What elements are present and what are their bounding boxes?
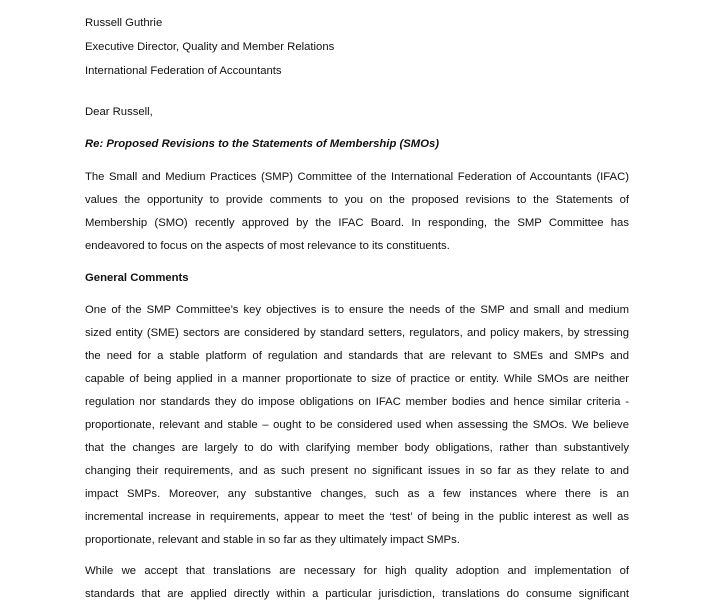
paragraph-line: sized entity (SME) sectors are considered by standard setters, regulators, and policy makers, by stressing xyxy=(85,327,629,339)
paragraph-line: endeavored to focus on the aspects of most relevance to its constituents. xyxy=(85,240,450,252)
paragraph-line: proportionate, relevant and stable – ought to be considered used when assessing the SMOs. We believe xyxy=(85,419,629,431)
translation-paragraph xyxy=(85,560,629,606)
paragraph-line: Membership (SMO) recently approved by the IFAC Board. In responding, the SMP Committee has xyxy=(85,217,629,229)
paragraph-line: capable of being applied in a manner proportionate to size of practice or entity. While SMOs are neither xyxy=(85,373,629,385)
letter-page xyxy=(85,0,629,606)
paragraph-line: regulation nor standards they do impose obligations on IFAC member bodies and hence similar criteria - xyxy=(85,396,629,408)
recipient-title: Executive Director, Quality and Member Relations xyxy=(85,41,335,53)
paragraph-line: impact SMPs. Moreover, any substantive changes, such as a few instances where there is an xyxy=(85,488,629,500)
paragraph-line: proportionate, relevant and stable in so far as they ultimately impact SMPs. xyxy=(85,534,460,546)
recipient-name: Russell Guthrie xyxy=(85,17,163,29)
paragraph-line: incremental increase in requirements, appear to meet the ‘test’ of being in the public interest as well as xyxy=(85,511,629,523)
recipient-organization: International Federation of Accountants xyxy=(85,65,282,77)
paragraph-line: changing their requirements, and as such present no significant issues in so far as they relate to and xyxy=(85,465,629,477)
subject-line: Re: Proposed Revisions to the Statements of Membership (SMOs) xyxy=(85,138,440,150)
paragraph-line: While we accept that translations are necessary for high quality adoption and implementation of xyxy=(85,565,629,577)
section-heading: General Comments xyxy=(85,272,189,284)
paragraph-line: standards that are applied directly within a particular jurisdiction, translations do consume significant xyxy=(85,588,629,600)
salutation: Dear Russell, xyxy=(85,106,153,118)
general-comments-paragraph xyxy=(85,299,629,552)
paragraph-line: that the changes are largely to do with clarifying member body obligations, rather than substantively xyxy=(85,442,629,454)
paragraph-line: The Small and Medium Practices (SMP) Committee of the International Federation of Accountants (IFAC) xyxy=(85,171,629,183)
paragraph-line: the need for a stable platform of regulation and standards that are relevant to SMEs and SMPs and xyxy=(85,350,629,362)
paragraph-line: One of the SMP Committee’s key objectives is to ensure the needs of the SMP and small and medium xyxy=(85,304,629,316)
paragraph-line: values the opportunity to provide comments to you on the proposed revisions to the Statements of xyxy=(85,194,629,206)
intro-paragraph xyxy=(85,166,629,258)
